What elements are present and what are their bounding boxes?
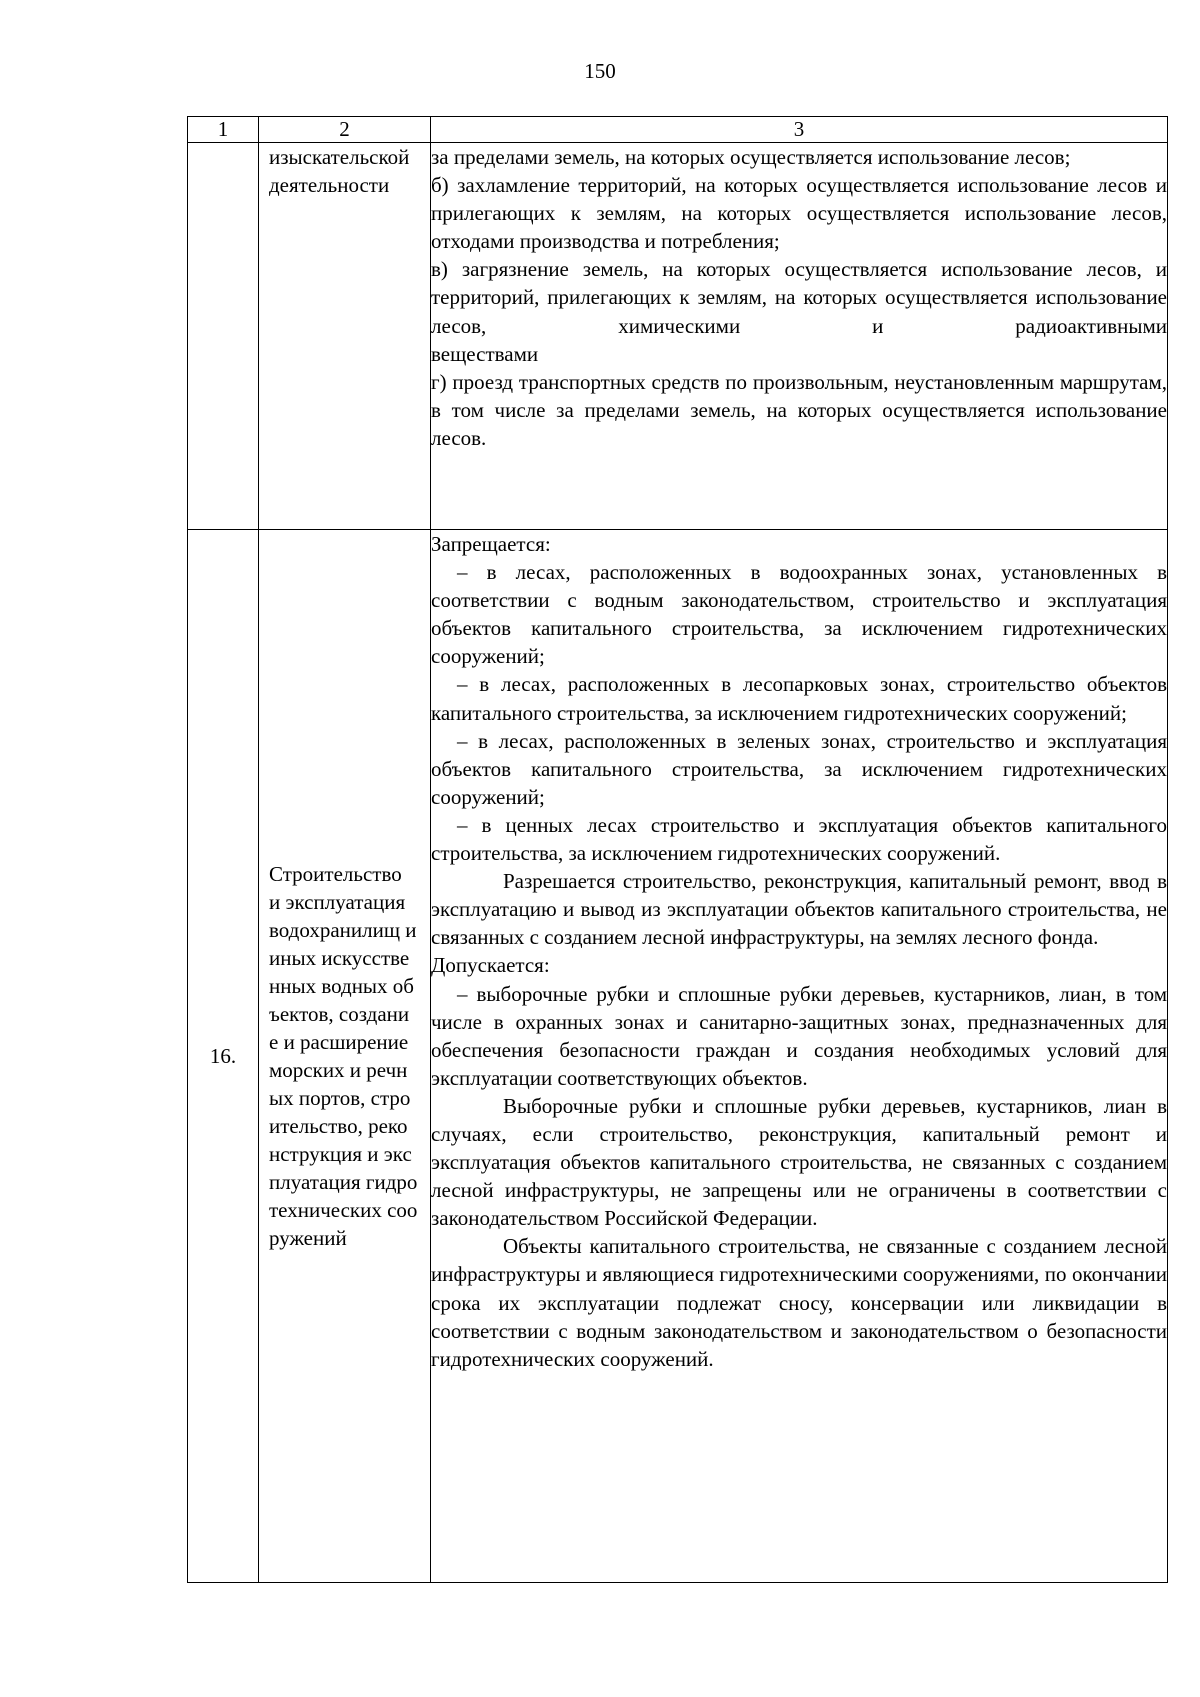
- requirement-paragraph: за пределами земель, на которых осуществляется использование лесов;: [431, 145, 1071, 169]
- requirement-paragraph: Выборочные рубки и сплошные рубки деревьев, кустарников, лиан в случаях, если строительство, реконструкция, капитальный ремонт и эксплуатация объектов капитального строительства, не связанных с созданием лесной инфраструктуры, не запрещены или не ограничены в соответствии с законодательством Российской Федерации.: [431, 1093, 1167, 1231]
- table-header-row: [188, 117, 1168, 143]
- requirements-cell: [431, 143, 1168, 530]
- activity-name: изыскательской деятельности: [269, 145, 410, 197]
- requirement-paragraph: – выборочные рубки и сплошные рубки деревьев, кустарников, лиан, в том числе в охранных зонах и санитарно-защитных зонах, предназначенных для обеспечения безопасности граждан и создания необходимых условий для эксплуатации соответствующих объектов.: [431, 981, 1167, 1090]
- regulations-table: [187, 116, 1168, 1583]
- row-number: 16.: [188, 530, 259, 1583]
- requirement-paragraph: – в ценных лесах строительство и эксплуатация объектов капитального строительства, за исключением гидротехнических сооружений.: [431, 812, 1167, 866]
- requirement-paragraph: – в лесах, расположенных в зеленых зонах, строительство и эксплуатация объектов капитального строительства, за исключением гидротехнических сооружений;: [431, 728, 1167, 809]
- requirement-paragraph: Объекты капитального строительства, не связанные с созданием лесной инфраструктуры и являющиеся гидротехническими сооружениями, по окончании срока их эксплуатации подлежат сносу, консервации или ликвидации в соответствии с водным законодательством и законодательством о безопасности гидротехнических сооружений.: [431, 1234, 1167, 1371]
- requirement-paragraph: веществами: [431, 341, 539, 366]
- table-row: [188, 143, 1168, 530]
- requirement-paragraph: в) загрязнение земель, на которых осуществляется использование лесов, и территорий, прилегающих к землям, на которых осуществляется использование лесов, химическими и радиоактивными: [431, 257, 1167, 338]
- table-row: [188, 530, 1168, 1583]
- header-col-1: 1: [188, 117, 259, 143]
- activity-name-cell: [259, 143, 431, 530]
- requirement-paragraph: б) захламление территорий, на которых осуществляется использование лесов и прилегающих к землям, на которых осуществляется использование лесов, отходами производства и потребления;: [431, 173, 1167, 254]
- requirement-paragraph: г) проезд транспортных средств по произвольным, неустановленным маршрутам, в том числе за пределами земель, на которых осуществляется использование лесов.: [431, 369, 1167, 450]
- header-col-3: 3: [431, 117, 1168, 143]
- requirement-paragraph: Разрешается строительство, реконструкция, капитальный ремонт, ввод в эксплуатацию и вывод из эксплуатации объектов капитального строительства, не связанных с созданием лесной инфраструктуры, на землях лесного фонда.: [431, 869, 1167, 950]
- activity-name-cell: [259, 530, 431, 1583]
- activity-name: Строительство и эксплуатация водохранилищ и иных искусственных водных объектов, создание и расширение морских и речных портов, строительство, реконструкция и эксплуатация гидротехнических сооружений: [269, 862, 418, 1250]
- page-number: 150: [584, 59, 616, 83]
- requirement-paragraph: Допускается:: [431, 953, 550, 978]
- row-number: [188, 143, 259, 530]
- requirements-cell: [431, 530, 1168, 1583]
- requirement-paragraph: – в лесах, расположенных в лесопарковых зонах, строительство объектов капитального строительства, за исключением гидротехнических сооружений;: [431, 672, 1167, 725]
- requirement-paragraph: Запрещается:: [431, 532, 551, 556]
- requirement-paragraph: – в лесах, расположенных в водоохранных зонах, установленных в соответствии с водным законодательством, строительство и эксплуатация объектов капитального строительства, за исключением гидротехнических сооружений;: [431, 560, 1167, 669]
- header-col-2: 2: [259, 117, 431, 143]
